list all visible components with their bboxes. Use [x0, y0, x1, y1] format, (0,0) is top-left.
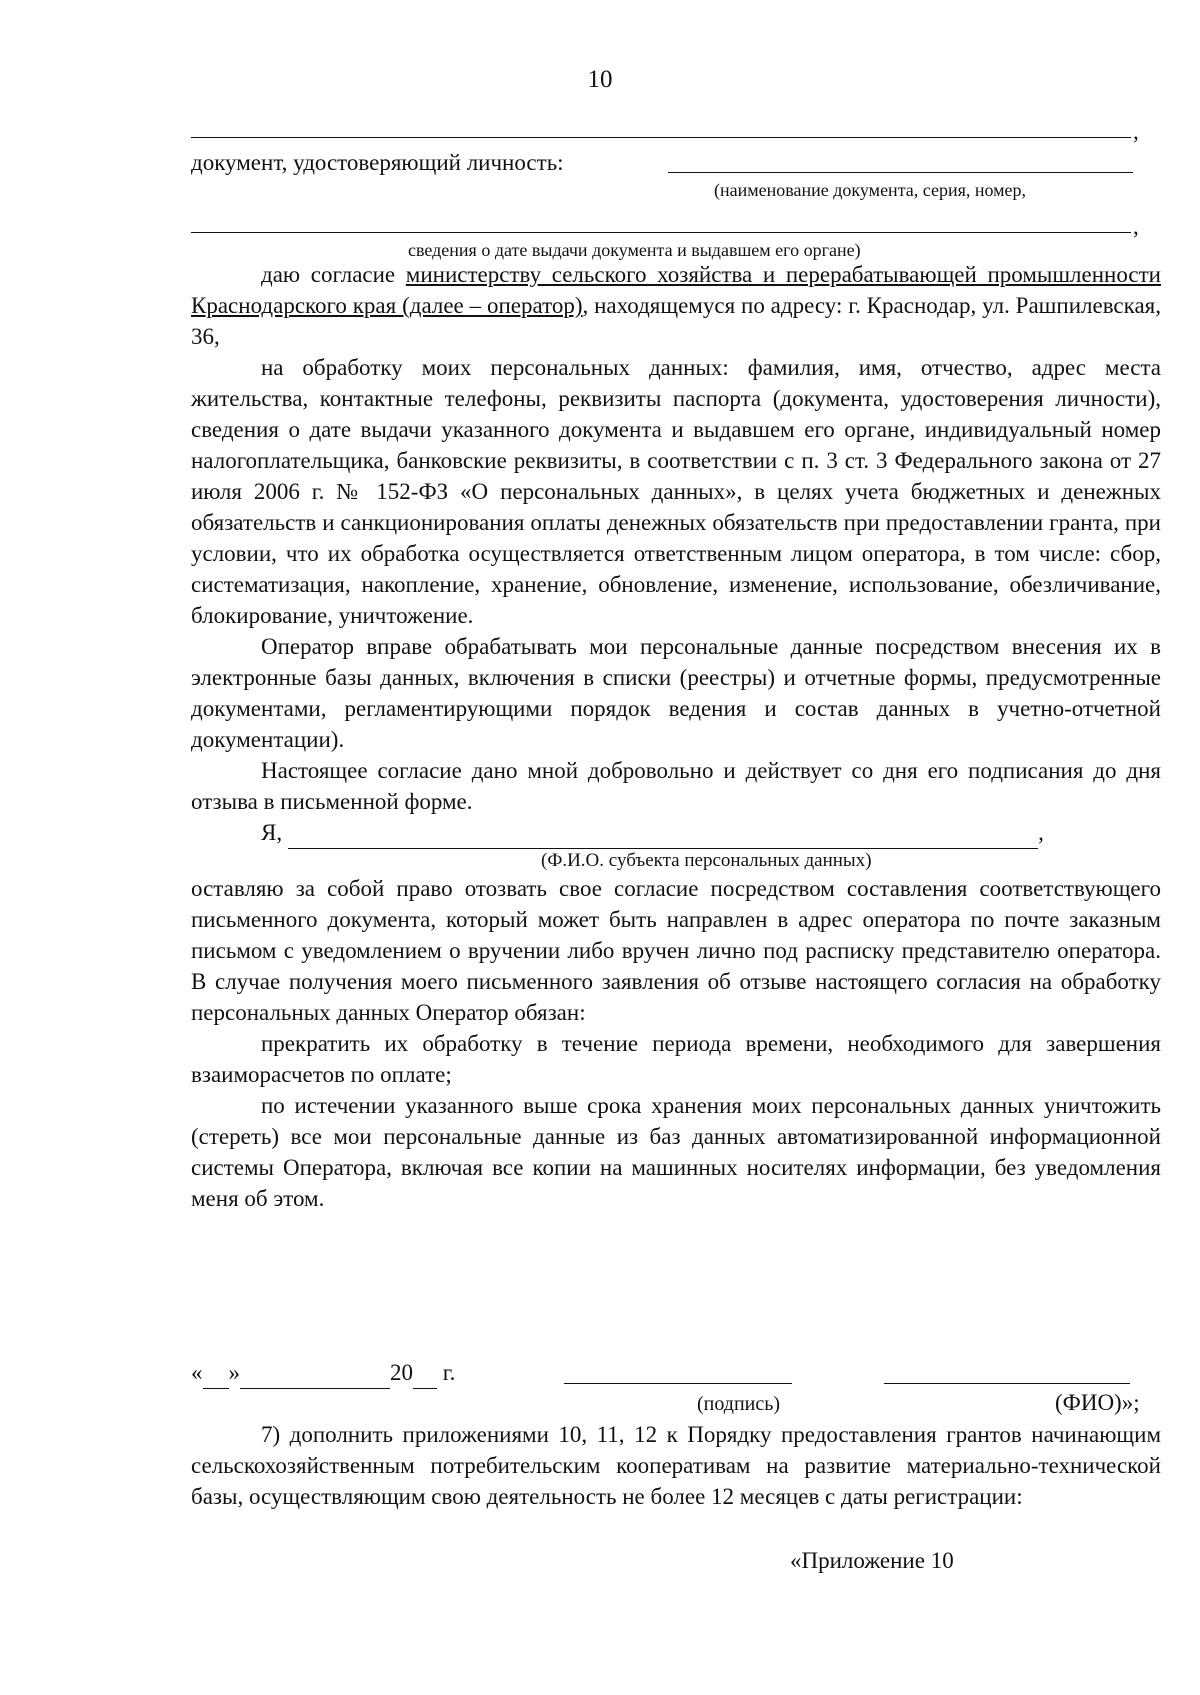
operator-address: , находящемуся по адресу: г. Краснодар, ул. Рашпилевская, 36, — [191, 293, 1161, 349]
date-quote-close: » — [228, 1360, 240, 1385]
date-quote-open: « — [191, 1360, 203, 1385]
id-document-label: документ, удостоверяющий личность: — [191, 150, 564, 175]
stop-processing-paragraph: прекратить их обработку в течение периода времени, необходимого для завершения взаиморасчетов по оплате; — [191, 1031, 1161, 1087]
operator-rights-paragraph: Оператор вправе обрабатывать мои персональные данные посредством внесения их в электронные базы данных, включения в списки (реестры) и отчетные формы, предусмотренные документами, регламентирующими порядок ведения и состав данных в учетно-отчетной документации). — [191, 634, 1161, 752]
signature-hint: (подпись) — [697, 1393, 781, 1415]
date-line — [191, 1357, 455, 1389]
id-document-field — [668, 172, 1133, 173]
subject-name-hint: (Ф.И.О. субъекта персональных данных) — [541, 850, 872, 871]
consent-body — [191, 259, 1161, 1214]
subject-name-prefix: Я, — [261, 820, 283, 845]
blank-line-1 — [191, 137, 1131, 138]
blank-line-3-comma: , — [1133, 214, 1139, 239]
page-number: 10 — [587, 66, 613, 93]
blank-line-3 — [191, 232, 1131, 233]
year-suffix: г. — [442, 1360, 456, 1385]
month-field — [240, 1357, 390, 1389]
blank-line-1-comma: , — [1133, 119, 1139, 144]
operator-name: министерству сельского хозяйства и перерабатывающей промышленности Краснодарского края (далее – оператор) — [191, 262, 1161, 318]
issue-details-hint: сведения о дате выдачи документа и выдавшем его органе) — [408, 240, 861, 260]
fio-field — [884, 1383, 1130, 1384]
processing-paragraph: на обработку моих персональных данных: фамилия, имя, отчество, адрес места жительства, контактные телефоны, реквизиты паспорта (документа, удостоверения личности), сведения о дате выдачи указанного документа и выдавшем его органе, индивидуальный номер налогоплательщика, банковские реквизиты, в соответствии с п. 3 ст. 3 Федерального закона от 27 июля 2006 г. № 152-ФЗ «О персональных данных», в целях учета бюджетных и денежных обязательств и санкционирования оплаты денежных обязательств при предоставлении гранта, при условии, что их обработка осуществляется ответственным лицом оператора, в том числе: сбор, систематизация, накопление, хранение, обновление, изменение, использование, обезличивание, блокирование, уничтожение. — [191, 355, 1161, 628]
fio-hint: (ФИО)»; — [1055, 1390, 1140, 1415]
subject-name-field — [288, 817, 1038, 849]
consent-lead: даю согласие — [261, 262, 396, 287]
appendix-label: «Приложение 10 — [790, 1548, 954, 1573]
year-field — [413, 1357, 437, 1389]
consent-paragraph — [191, 259, 1161, 352]
amendment-block — [191, 1419, 1161, 1512]
subject-name-comma: , — [1038, 820, 1044, 845]
signature-field — [564, 1383, 792, 1384]
subject-name-line — [191, 817, 1161, 849]
year-prefix: 20 — [390, 1360, 413, 1385]
id-document-hint: (наименование документа, серия, номер, — [714, 180, 1027, 200]
validity-paragraph: Настоящее согласие дано мной добровольно и действует со дня его подписания до дня отзыва в письменной форме. — [191, 758, 1161, 814]
amendment-paragraph: 7) дополнить приложениями 10, 11, 12 к Порядку предоставления грантов начинающим сельскохозяйственным потребительским кооперативам на развитие материально-технической базы, осуществляющим свою деятельность не более 12 месяцев с даты регистрации: — [191, 1422, 1161, 1509]
destroy-data-paragraph: по истечении указанного выше срока хранения моих персональных данных уничтожить (стереть) все мои персональные данные из баз данных автоматизированной информационной системы Оператора, включая все копии на машинных носителях информации, без уведомления меня об этом. — [191, 1093, 1161, 1211]
revoke-paragraph: оставляю за собой право отозвать свое согласие посредством составления соответствующего письменного документа, который может быть направлен в адрес оператора по почте заказным письмом с уведомлением о вручении либо вручен лично под расписку представителю оператора. В случае получения моего письменного заявления об отзыве настоящего согласия на обработку персональных данных Оператор обязан: — [191, 876, 1161, 1025]
day-field — [203, 1357, 229, 1389]
